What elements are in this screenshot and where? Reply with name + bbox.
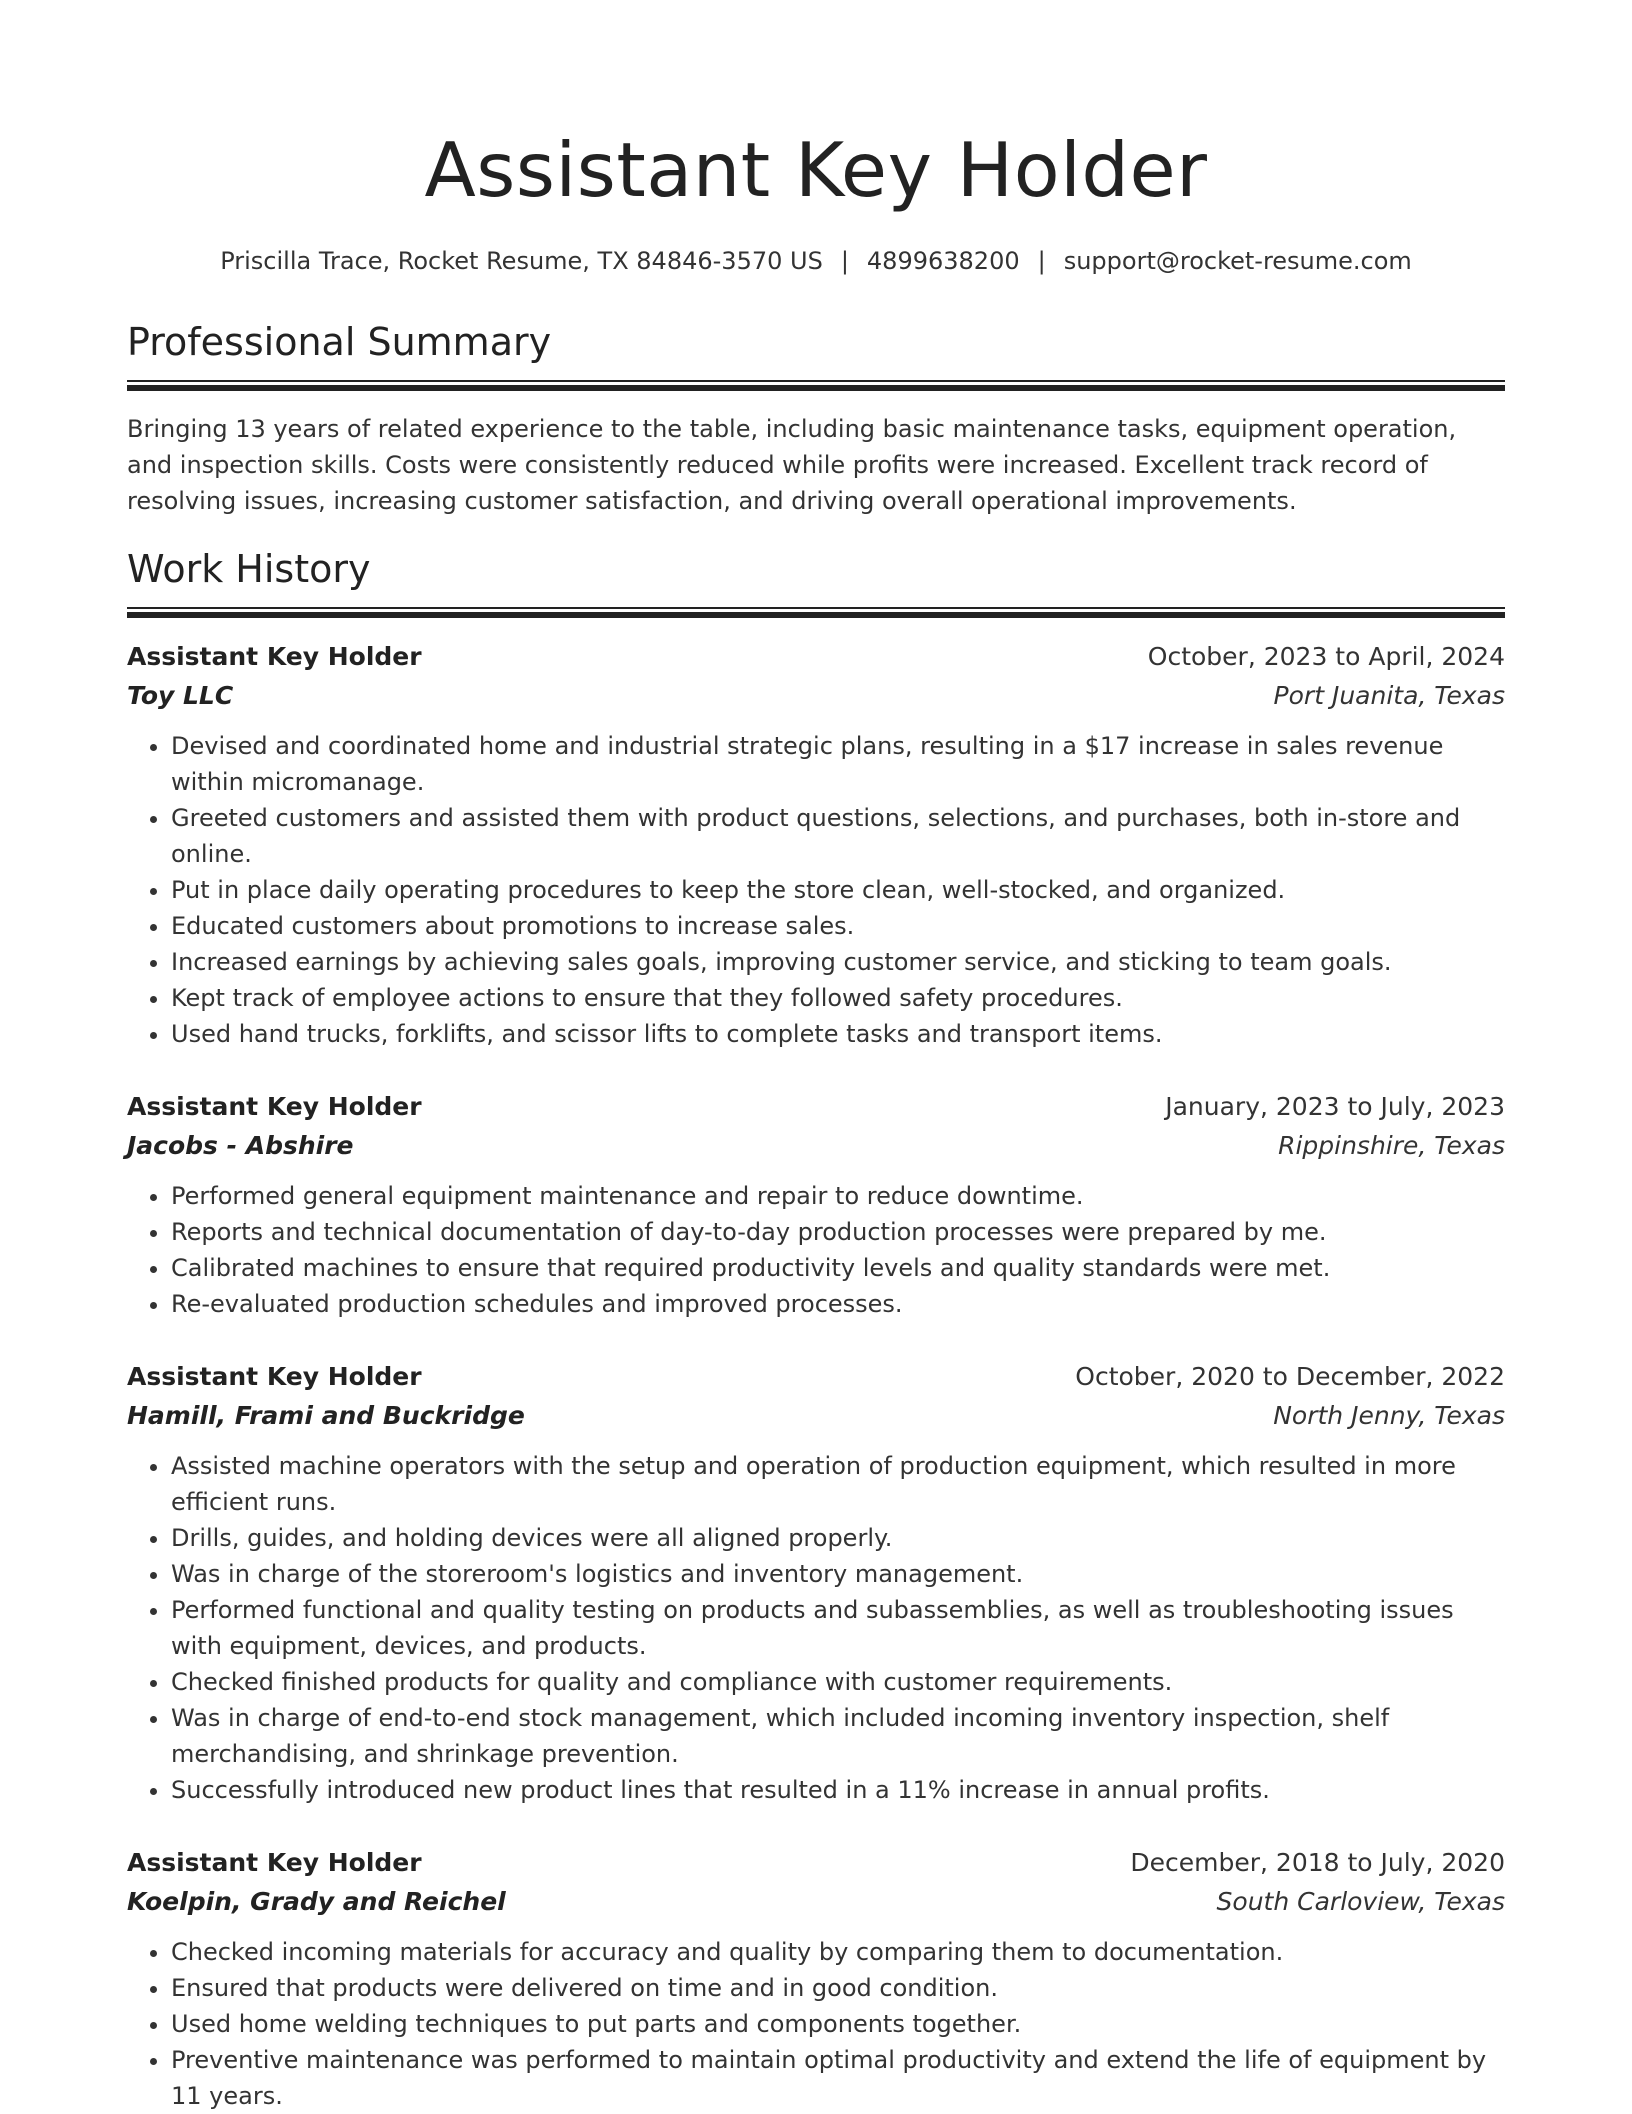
job-bullets	[127, 1934, 1505, 2114]
contact-separator: |	[840, 247, 849, 275]
job-bullet: • Ensured that products were delivered on time and in good condition.	[171, 1970, 1505, 2006]
job-bullets	[127, 728, 1505, 1052]
job-bullet: • Greeted customers and assisted them with product questions, selections, and purchases, both in-store and online.	[171, 800, 1505, 872]
job-bullet: • Performed functional and quality testing on products and subassemblies, as well as troubleshooting issues with equipment, devices, and products.	[171, 1592, 1505, 1664]
job-dates: October, 2023 to April, 2024	[1147, 642, 1505, 671]
job-header-row	[127, 1358, 1505, 1396]
job-bullet: • Calibrated machines to ensure that required productivity levels and quality standards were met.	[171, 1250, 1505, 1286]
job-bullet: • Preventive maintenance was performed to maintain optimal productivity and extend the life of equipment by 11 years.	[171, 2042, 1505, 2114]
job-bullet: • Checked finished products for quality and compliance with customer requirements.	[171, 1664, 1505, 1700]
contact-email: support@rocket-resume.com	[1063, 247, 1412, 275]
job-company-row	[127, 1126, 1505, 1166]
job-header-row	[127, 638, 1505, 676]
job-company-row	[127, 1396, 1505, 1436]
job-bullet: • Used hand trucks, forklifts, and scissor lifts to complete tasks and transport items.	[171, 1016, 1505, 1052]
job-bullet: • Re-evaluated production schedules and improved processes.	[171, 1286, 1505, 1322]
job-bullet: • Successfully introduced new product lines that resulted in a 11% increase in annual profits.	[171, 1772, 1505, 1808]
job-company: Koelpin, Grady and Reichel	[127, 1887, 506, 1916]
job-company-row	[127, 1882, 1505, 1922]
job-location: South Carloview, Texas	[1216, 1887, 1505, 1916]
job-bullet: • Devised and coordinated home and industrial strategic plans, resulting in a $17 increase in sales revenue within micromanage.	[171, 728, 1505, 800]
job-bullets	[127, 1448, 1505, 1808]
job-company: Toy LLC	[127, 681, 234, 710]
job-list	[127, 638, 1505, 2114]
job-entry	[127, 1088, 1505, 1322]
job-bullet: • Performed general equipment maintenance and repair to reduce downtime.	[171, 1178, 1505, 1214]
job-dates: December, 2018 to July, 2020	[1130, 1848, 1505, 1877]
job-bullet: • Was in charge of the storeroom's logistics and inventory management.	[171, 1556, 1505, 1592]
job-bullet: • Reports and technical documentation of day-to-day production processes were prepared by me.	[171, 1214, 1505, 1250]
job-header-row	[127, 1088, 1505, 1126]
job-bullet: • Educated customers about promotions to increase sales.	[171, 908, 1505, 944]
job-location: Port Juanita, Texas	[1273, 681, 1505, 710]
contact-line	[127, 244, 1505, 278]
job-company: Jacobs - Abshire	[127, 1131, 354, 1160]
job-bullet: • Drills, guides, and holding devices were all aligned properly.	[171, 1520, 1505, 1556]
job-entry	[127, 1358, 1505, 1808]
job-title: Assistant Key Holder	[127, 642, 422, 671]
summary-section	[127, 318, 1505, 519]
job-bullet: • Assisted machine operators with the setup and operation of production equipment, which resulted in more efficient runs.	[171, 1448, 1505, 1520]
job-company: Hamill, Frami and Buckridge	[127, 1401, 525, 1430]
job-dates: October, 2020 to December, 2022	[1075, 1362, 1505, 1391]
job-bullet: • Checked incoming materials for accuracy and quality by comparing them to documentation.	[171, 1934, 1505, 1970]
work-history-heading: Work History	[127, 547, 371, 591]
job-company-row	[127, 676, 1505, 716]
job-location: North Jenny, Texas	[1273, 1401, 1505, 1430]
job-entry	[127, 638, 1505, 1052]
work-history-section	[127, 545, 1505, 2114]
job-location: Rippinshire, Texas	[1278, 1131, 1505, 1160]
contact-phone: 4899638200	[866, 247, 1020, 275]
job-dates: January, 2023 to July, 2023	[1165, 1092, 1505, 1121]
contact-separator: |	[1037, 247, 1046, 275]
job-title: Assistant Key Holder	[127, 1848, 422, 1877]
section-divider	[127, 380, 1505, 391]
job-bullet: • Kept track of employee actions to ensure that they followed safety procedures.	[171, 980, 1505, 1016]
job-bullet: • Put in place daily operating procedures to keep the store clean, well-stocked, and organized.	[171, 872, 1505, 908]
contact-address: Priscilla Trace, Rocket Resume, TX 84846-3570 US	[220, 247, 823, 275]
job-entry	[127, 1844, 1505, 2114]
summary-heading: Professional Summary	[127, 320, 552, 364]
section-divider	[127, 607, 1505, 618]
job-bullets	[127, 1178, 1505, 1322]
job-bullet: • Was in charge of end-to-end stock management, which included incoming inventory inspection, shelf merchandising, and shrinkage prevention.	[171, 1700, 1505, 1772]
job-header-row	[127, 1844, 1505, 1882]
job-bullet: • Increased earnings by achieving sales goals, improving customer service, and sticking to team goals.	[171, 944, 1505, 980]
job-title: Assistant Key Holder	[127, 1092, 422, 1121]
summary-text: Bringing 13 years of related experience to the table, including basic maintenance tasks, equipment operation, and inspection skills. Costs were consistently reduced while profits were increased. Excellent track record of resolving issues, increasing customer satisfaction, and driving overall operational improvements.	[127, 415, 1457, 515]
job-bullet: • Used home welding techniques to put parts and components together.	[171, 2006, 1505, 2042]
job-title: Assistant Key Holder	[127, 1362, 422, 1391]
resume-title: Assistant Key Holder	[424, 126, 1208, 214]
